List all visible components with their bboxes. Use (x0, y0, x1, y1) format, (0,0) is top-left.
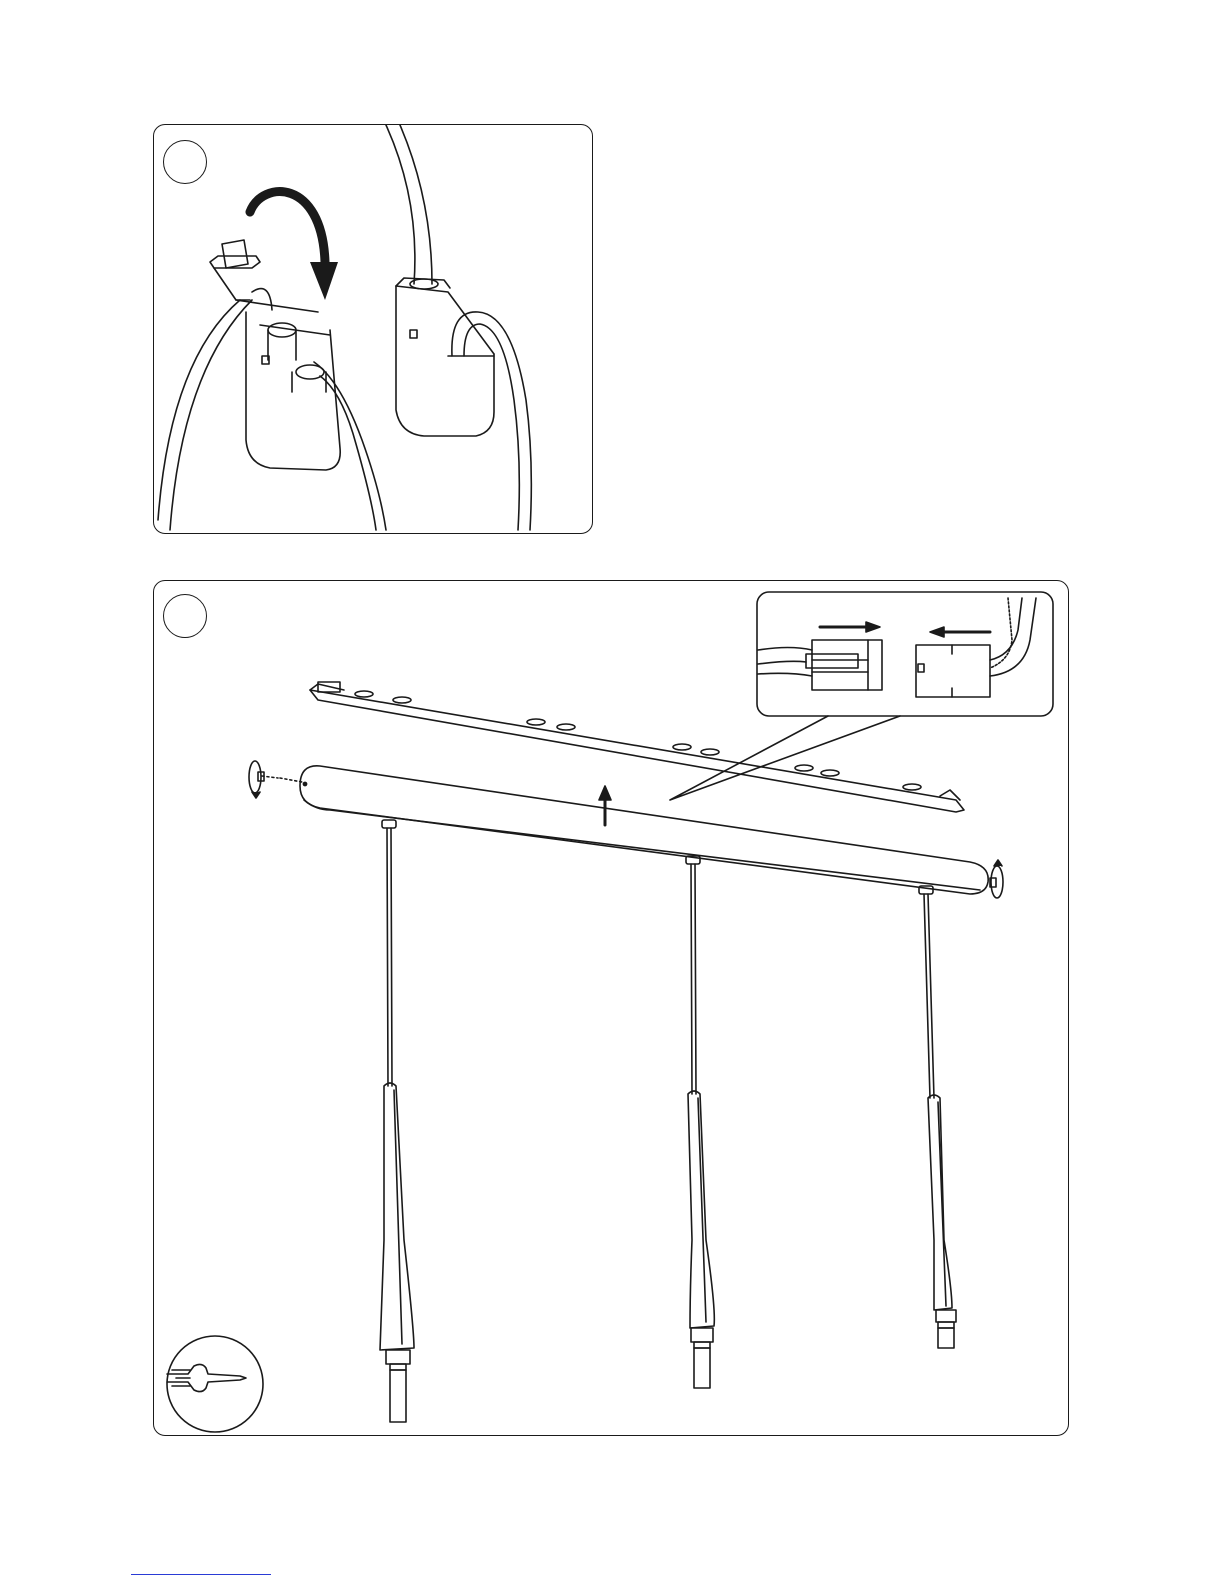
step-b-illustration (167, 592, 1053, 1432)
connector-detail-inset (670, 592, 1053, 800)
pendant-light-2 (686, 856, 714, 1388)
pendant-light-1 (380, 820, 414, 1422)
curved-rotate-arrow-icon (250, 192, 338, 300)
up-arrow-icon (599, 786, 611, 825)
mounting-bracket (310, 682, 964, 812)
screw-rotate-icon (249, 761, 1003, 898)
step-a-illustration (158, 125, 531, 530)
screwdriver-icon (167, 1336, 263, 1432)
canopy-bar (300, 766, 988, 894)
footer-link-underline[interactable] (131, 1574, 271, 1575)
connector-box-right (396, 278, 494, 436)
pendant-light-3 (919, 886, 956, 1348)
